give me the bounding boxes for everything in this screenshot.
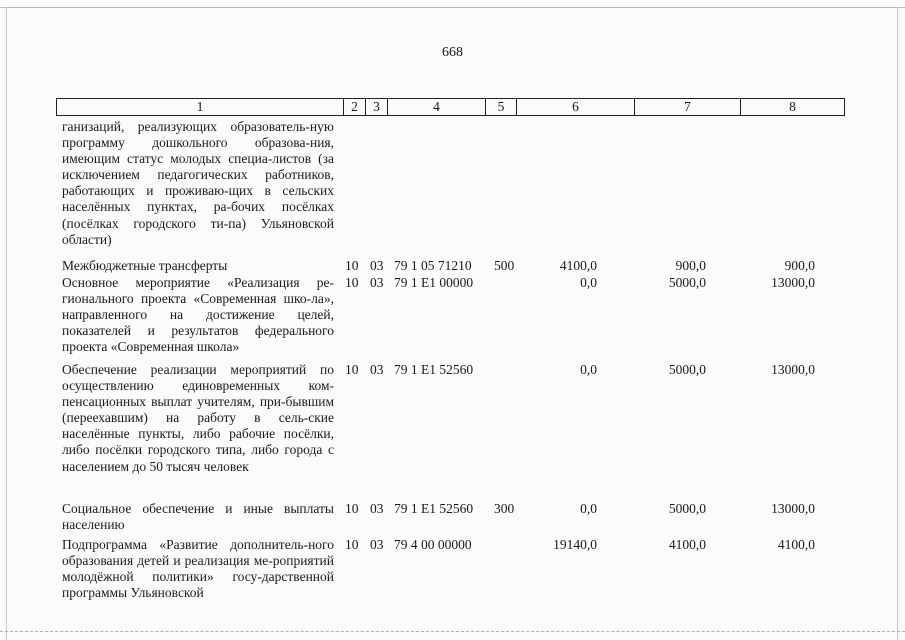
row-target-code: 79 4 00 00000: [394, 537, 472, 552]
row-target-code: 79 1 05 71210: [394, 258, 472, 273]
row-value-col6: 0,0: [580, 501, 597, 516]
header-col-6: 6: [517, 99, 635, 115]
row-target-code: 79 1 E1 52560: [394, 501, 474, 516]
header-col-8: 8: [789, 99, 796, 114]
row-subsection: 03: [370, 501, 384, 516]
row-subsection: 03: [370, 362, 384, 377]
row-value-col7: 5000,0: [668, 275, 706, 290]
row-value-col7: 4100,0: [668, 537, 706, 552]
row-name: Подпрограмма «Развитие дополнитель-ного образования детей и реализация ме-роприятий молодёжной политики» госу-дарственной программы Ульяновской: [62, 537, 334, 601]
row-value-col7: 5000,0: [668, 362, 706, 377]
row-value-col8: 900,0: [784, 258, 815, 273]
row-value-col8: 4100,0: [777, 537, 815, 552]
header-col-4: 4: [388, 99, 486, 115]
row-target-code: 79 1 E1 52560: [394, 362, 474, 377]
row-name: Основное мероприятие «Реализация ре-гионального проекта «Современная шко-ла», направленного на достижение целей, показателей и результатов федерального проекта «Современная школа»: [62, 275, 334, 355]
header-col-2: 2: [344, 99, 366, 115]
table-header: [56, 98, 845, 116]
row-value-col7: 5000,0: [668, 501, 706, 516]
row-value-col6: 0,0: [580, 275, 597, 290]
row-subsection: 03: [370, 275, 384, 290]
header-col-3: 3: [366, 99, 388, 115]
page-border-top: [0, 7, 905, 8]
header-col-1: 1: [57, 99, 344, 115]
row-value-col6: 19140,0: [553, 537, 597, 552]
page-bottom-edge: [0, 631, 905, 632]
row-name: Обеспечение реализации мероприятий по осуществлению единовременных ком-пенсационных выплат учителям, при-бывшим (переехавшим) на работу в сель-ские населённые пункты, либо рабочие посёлки, либо посёлки городского типа, либо города с населением до 50 тысяч человек: [62, 362, 334, 474]
row-value-col8: 13000,0: [771, 275, 815, 290]
row-section: 10: [345, 501, 359, 516]
header-col-7: 7: [635, 99, 741, 115]
row-value-col8: 13000,0: [771, 362, 815, 377]
row-expense-type: 500: [494, 258, 515, 273]
page-number: 668: [442, 45, 463, 60]
row-subsection: 03: [370, 258, 384, 273]
row-section: 10: [345, 537, 359, 552]
row-value-col6: 0,0: [580, 362, 597, 377]
row-value-col6: 4100,0: [559, 258, 597, 273]
row-section: 10: [345, 258, 359, 273]
row-name: Социальное обеспечение и иные выплаты населению: [62, 501, 334, 533]
row-expense-type: 300: [494, 501, 515, 516]
page-border-right: [897, 7, 898, 640]
row-name: ганизаций, реализующих образователь-ную программу дошкольного образова-ния, имеющим статус молодых специа-листов (за исключением педагогических работников, работающих и проживаю-щих в сельских населённых пунктах, ра-бочих посёлках (посёлках городского ти-па) Ульяновской области): [62, 119, 334, 247]
row-section: 10: [345, 275, 359, 290]
row-value-col7: 900,0: [675, 258, 706, 273]
row-target-code: 79 1 E1 00000: [394, 275, 474, 290]
header-col-5: 5: [486, 99, 517, 115]
page-border-left: [6, 7, 7, 640]
row-value-col8: 13000,0: [771, 501, 815, 516]
row-subsection: 03: [370, 537, 384, 552]
row-section: 10: [345, 362, 359, 377]
row-name: Межбюджетные трансферты: [62, 258, 228, 273]
